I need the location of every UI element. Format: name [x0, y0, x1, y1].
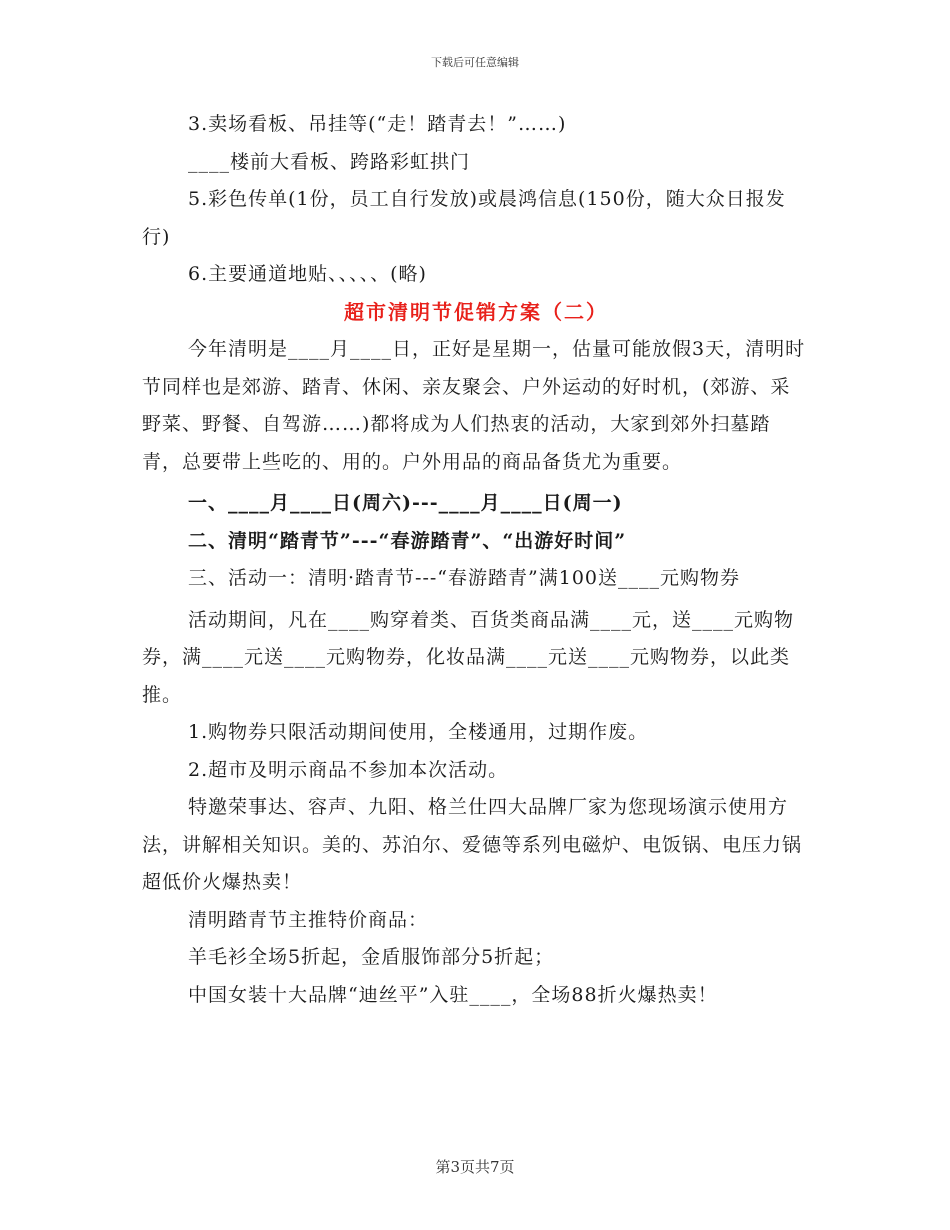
paragraph-5: 5.彩色传单(1份，员工自行发放)或晨鸿信息(150份，随大众日报发行) — [142, 188, 786, 248]
paragraph-3: 3.卖场看板、吊挂等(“走！踏青去！”……) — [188, 113, 567, 135]
brand-paragraph: 特邀荣事达、容声、九阳、格兰仕四大品牌厂家为您现场演示使用方法，讲解相关知识。美的、苏泊尔、爱德等系列电磁炉、电饭锅、电压力锅超低价火爆热卖！ — [142, 796, 803, 893]
intro-paragraph: 今年清明是____月____日，正好是星期一，估量可能放假3天，清明时节同样也是郊游、踏青、休闲、亲友聚会、户外运动的好时机，(郊游、采野菜、野餐、自驾游……)都将成为人们热衷的活动，大家到郊外扫墓踏青，总要带上些吃的、用的。户外用品的商品备货尤为重要。 — [142, 338, 806, 473]
document-body — [142, 106, 810, 1014]
page-footer: 第3页共7页 — [435, 1158, 515, 1176]
paragraph-6: 6.主要通道地贴、、、、、(略) — [188, 263, 427, 285]
rule-1: 1.购物券只限活动期间使用，全楼通用，过期作废。 — [188, 721, 649, 743]
featured-item-2: 中国女装十大品牌“迪丝平”入驻____，全场88折火爆热卖！ — [188, 983, 718, 1006]
featured-item-1: 羊毛衫全场5折起，金盾服饰部分5折起； — [188, 946, 555, 968]
activity-heading: 三、活动一：清明·踏青节---“春游踏青”满100送____元购物券 — [188, 567, 740, 589]
section-title: 超市清明节促销方案（二） — [344, 299, 608, 324]
date-heading: 一、____月____日(周六)---____月____日(周一) — [188, 492, 623, 514]
activity-details: 活动期间，凡在____购穿着类、百货类商品满____元，送____元购物券，满____元送____元购物券，化妆品满____元送____元购物券，以此类推。 — [142, 608, 795, 706]
featured-heading: 清明踏青节主推特价商品： — [188, 908, 429, 931]
page-header: 下载后可任意编辑 — [431, 56, 519, 69]
paragraph-4: ____楼前大看板、跨路彩虹拱门 — [188, 150, 471, 173]
rule-2: 2.超市及明示商品不参加本次活动。 — [188, 758, 509, 781]
theme-heading: 二、清明“踏青节”---“春游踏青”、“出游好时间” — [188, 529, 627, 552]
